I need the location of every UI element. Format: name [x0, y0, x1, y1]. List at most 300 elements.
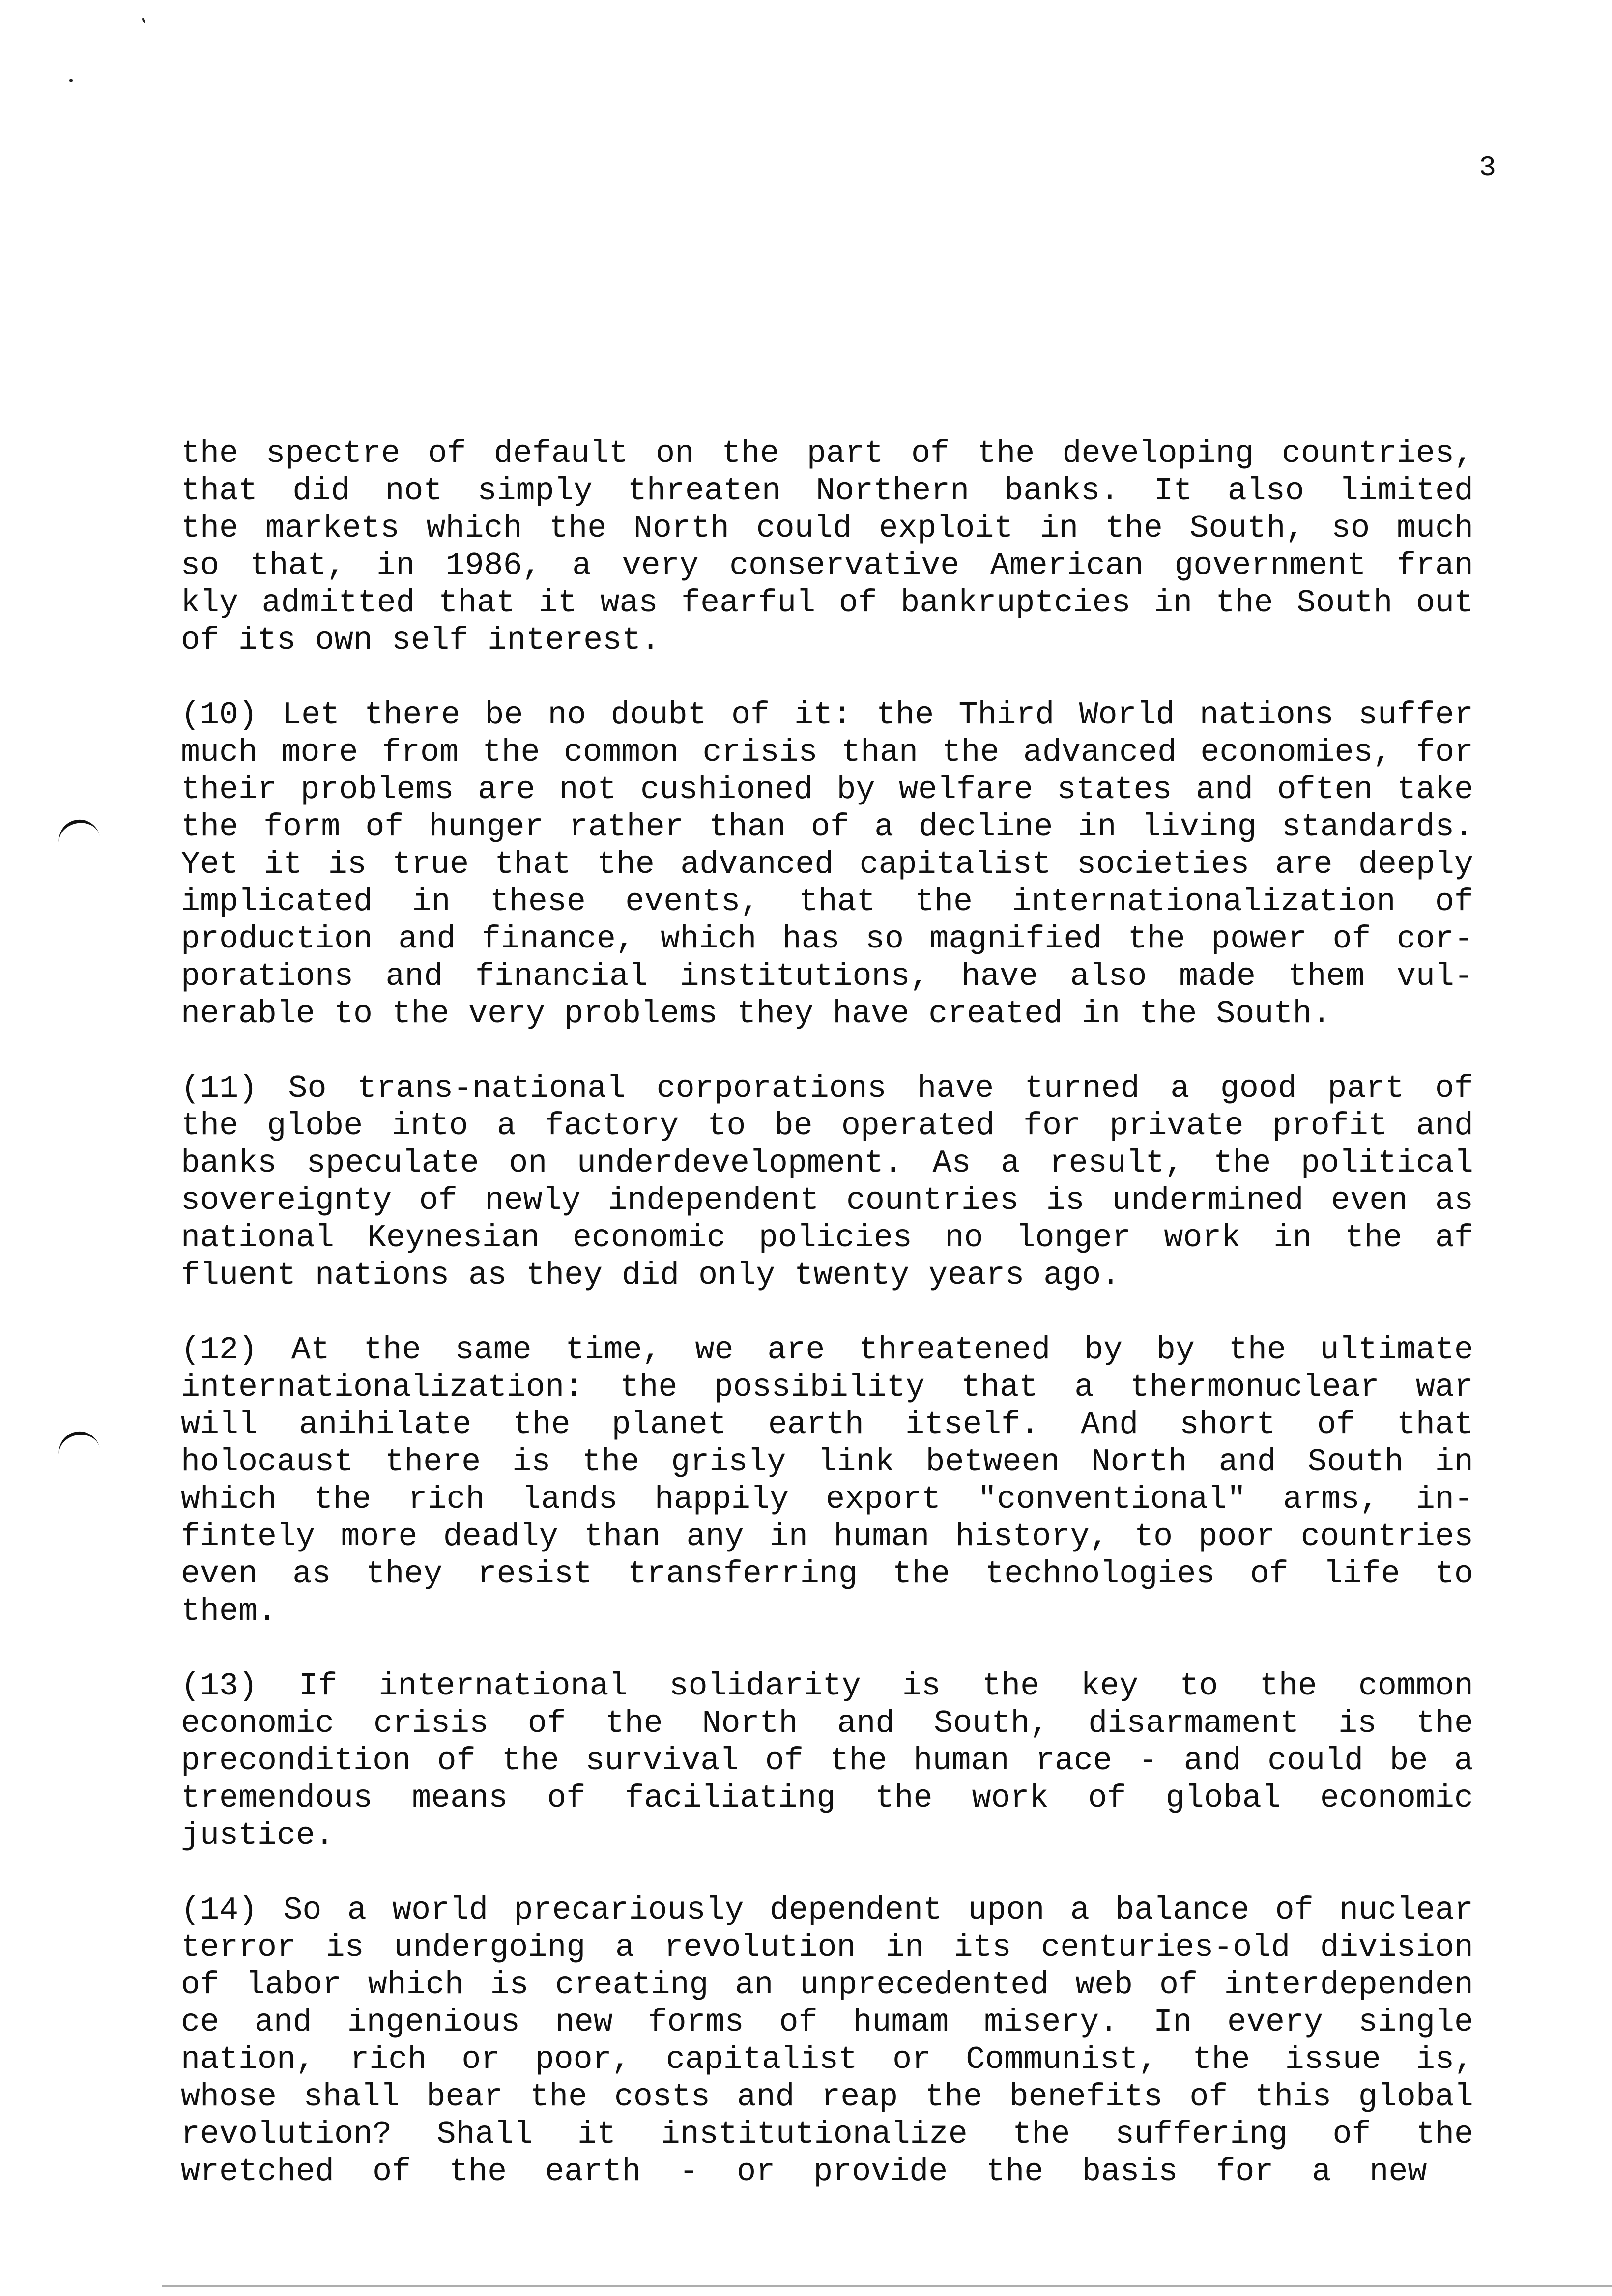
word: and [254, 2004, 312, 2040]
word: spectre [266, 435, 401, 472]
word: in [1078, 809, 1117, 845]
text-line: of its own self interest. [181, 622, 661, 659]
paragraph [181, 1331, 1473, 1630]
word: it: [794, 697, 852, 733]
word: operated [841, 1108, 995, 1144]
word: So [288, 1070, 327, 1107]
word: that [438, 585, 516, 621]
word: which [181, 1481, 277, 1518]
word: rich [408, 1481, 485, 1518]
word: there [364, 697, 461, 733]
word: financial [475, 958, 648, 995]
word: af [1435, 1220, 1473, 1256]
word: the [1415, 1705, 1473, 1742]
word: the [501, 1743, 559, 1779]
word: of [1088, 1780, 1126, 1816]
word: will [181, 1406, 258, 1443]
word: the [181, 1108, 239, 1144]
word: is [1046, 1182, 1085, 1219]
word: misery. [984, 2004, 1119, 2040]
word: to [1134, 1519, 1173, 1555]
text-line [181, 1443, 1473, 1481]
word: a [1170, 1070, 1190, 1107]
text-line [181, 696, 1473, 734]
word: Keynesian [367, 1220, 540, 1256]
word: planet [611, 1406, 727, 1443]
word: banks [181, 1145, 277, 1181]
word: by [1084, 1332, 1123, 1368]
word: developing [1062, 435, 1254, 472]
word: of [1159, 1967, 1198, 2003]
word: deadly [443, 1519, 558, 1555]
word: the [915, 884, 973, 920]
word: war [1415, 1369, 1473, 1406]
word: So [283, 1892, 322, 1928]
word: good [1220, 1070, 1297, 1107]
word: undermined [1112, 1182, 1304, 1219]
word: an [735, 1967, 774, 2003]
word: possibility [714, 1369, 925, 1406]
word: porations [181, 958, 354, 995]
word: history, [955, 1519, 1109, 1555]
word: not [385, 473, 443, 509]
word: the [1213, 1145, 1271, 1181]
word: made [1179, 958, 1256, 995]
word: is [902, 1668, 941, 1704]
text-line [181, 1742, 1473, 1779]
margin-bracket-mark [55, 1428, 102, 1468]
word: was [600, 585, 658, 621]
word: 1986, [445, 547, 542, 584]
word: part [1327, 1070, 1405, 1107]
page-number: 3 [1479, 152, 1496, 184]
word: and [398, 921, 456, 957]
word: of [547, 1780, 586, 1816]
word: countries [846, 1182, 1019, 1219]
word: these [489, 884, 586, 920]
word: and [385, 958, 443, 995]
word: events, [625, 884, 760, 920]
word: a [347, 1892, 367, 1928]
word: North [702, 1705, 798, 1742]
text-line [181, 1966, 1473, 2004]
text-line [181, 846, 1473, 883]
word: of [419, 1182, 458, 1219]
word: reap [821, 2079, 898, 2115]
word: take [1396, 772, 1473, 808]
word: or [892, 2041, 931, 2078]
word: humam [853, 2004, 949, 2040]
text-line: them. [181, 1593, 277, 1630]
word: than [841, 734, 918, 771]
word: production [181, 921, 373, 957]
word: work [1164, 1220, 1241, 1256]
word: did [292, 473, 350, 509]
word: a [615, 1929, 634, 1966]
word: of [365, 809, 404, 845]
word: and [837, 1705, 895, 1742]
word: countries, [1281, 435, 1473, 472]
word: of [1250, 1556, 1289, 1592]
word: implicated [181, 884, 373, 920]
word: issue [1285, 2041, 1381, 2078]
word: lands [521, 1481, 618, 1518]
word: creating [555, 1967, 709, 2003]
word: countries [1300, 1519, 1473, 1555]
text-line [181, 2004, 1473, 2041]
word: they [366, 1556, 443, 1592]
word: than [584, 1519, 661, 1555]
word: advanced [680, 846, 834, 883]
word: in [412, 884, 451, 920]
word: also [1227, 473, 1304, 509]
word: revolution [664, 1929, 856, 1966]
word: balance [1115, 1892, 1250, 1928]
word: of [527, 1705, 566, 1742]
word: turned [1024, 1070, 1140, 1107]
word: simply [477, 473, 593, 509]
word: advanced [1023, 734, 1177, 771]
word: the [1345, 1220, 1403, 1256]
word: in [1273, 1220, 1312, 1256]
word: the [605, 1705, 663, 1742]
word: Shall [436, 2116, 533, 2152]
text-line [181, 1705, 1473, 1742]
word: much [181, 734, 258, 771]
word: arms, [1283, 1481, 1379, 1518]
word: means [412, 1780, 508, 1816]
word: of [779, 2004, 818, 2040]
word: conservative [729, 547, 960, 584]
word: fran [1396, 547, 1473, 584]
word: the [942, 734, 1000, 771]
word: the [1215, 585, 1273, 621]
text-line [181, 2116, 1473, 2153]
word: and [1218, 1444, 1276, 1480]
word: of [911, 435, 950, 472]
word: government [1174, 547, 1366, 584]
word: default [493, 435, 628, 472]
word: newly [485, 1182, 581, 1219]
word: (11) [181, 1070, 258, 1107]
word: South, [1189, 510, 1305, 546]
word: that [494, 846, 572, 883]
word: on [656, 435, 694, 472]
word: is [512, 1444, 551, 1480]
word: that, [250, 547, 346, 584]
text-line [181, 1145, 1473, 1182]
text-line [181, 771, 1473, 808]
word: of [1275, 1892, 1314, 1928]
word: banks. [1004, 473, 1120, 509]
word: new [555, 2004, 613, 2040]
word: for [1415, 734, 1473, 771]
word: human [834, 1519, 930, 1555]
word: fintely [181, 1519, 316, 1555]
word: standards. [1281, 809, 1473, 845]
text-line [181, 472, 1473, 510]
paragraph [181, 435, 1473, 659]
word: it [264, 846, 303, 883]
word: benefits [1009, 2079, 1163, 2115]
word: speculate [306, 1145, 479, 1181]
word: short [1180, 1406, 1276, 1443]
word: institutions, [680, 958, 929, 995]
text-line [181, 1369, 1473, 1406]
word: terror [181, 1929, 296, 1966]
word: link [817, 1444, 894, 1480]
text-line [181, 1406, 1473, 1443]
word: the [181, 809, 239, 845]
word: the [620, 1369, 678, 1406]
text-line: fluent nations as they did only twenty years ago. [181, 1257, 1121, 1293]
word: of [1435, 1070, 1473, 1107]
word: living [1141, 809, 1257, 845]
word: of [1435, 884, 1473, 920]
word: factory [545, 1108, 679, 1144]
text-line [181, 1518, 1473, 1555]
word: a [874, 809, 894, 845]
word: out [1415, 585, 1473, 621]
word: and [1183, 1743, 1241, 1779]
word: thermonuclear [1130, 1369, 1380, 1406]
word: work [972, 1780, 1049, 1816]
word: the [482, 734, 540, 771]
word: a [1454, 1743, 1473, 1779]
word: form [263, 809, 341, 845]
word: transferring [627, 1556, 858, 1592]
word: interdependen [1224, 1967, 1473, 2003]
word: admitted [261, 585, 415, 621]
word: unprecedented [800, 1967, 1049, 2003]
word: poor, [535, 2041, 631, 2078]
word: of [428, 435, 466, 472]
word: the [982, 1668, 1040, 1704]
word: undergoing [394, 1929, 586, 1966]
word: we [695, 1332, 734, 1368]
word: and [737, 2079, 795, 2115]
scan-speck [142, 17, 146, 23]
word: economic [1320, 1780, 1473, 1816]
text-line [181, 1331, 1473, 1369]
word: the [181, 510, 239, 546]
word: the [530, 2079, 588, 2115]
text-line [181, 1779, 1473, 1817]
word: the [582, 1444, 640, 1480]
word: that [1396, 1406, 1473, 1443]
word: be [485, 697, 523, 733]
word: the [314, 1481, 372, 1518]
word: their [181, 772, 277, 808]
word: of [1332, 2116, 1371, 2152]
word: the [830, 1743, 888, 1779]
word: whose [181, 2079, 277, 2115]
word: the [875, 1780, 933, 1816]
word: by [1156, 1332, 1195, 1368]
text-line [181, 920, 1473, 958]
paragraph [181, 1070, 1473, 1294]
word: At [291, 1332, 330, 1368]
word: (12) [181, 1332, 258, 1368]
word: any [686, 1519, 744, 1555]
word: the [1228, 1332, 1286, 1368]
word: the [597, 846, 655, 883]
word: American [990, 547, 1144, 584]
word: a [1074, 1369, 1094, 1406]
word: has [782, 921, 840, 957]
word: which [426, 510, 522, 546]
word: as [292, 1556, 331, 1592]
word: or [461, 2041, 500, 2078]
word: so [181, 547, 220, 584]
word: tremendous [181, 1780, 373, 1816]
word: could [756, 510, 852, 546]
word: rather [569, 809, 684, 845]
word: the [513, 1406, 571, 1443]
word: in [769, 1519, 808, 1555]
word: and [1415, 1108, 1473, 1144]
word: which [661, 921, 757, 957]
word: is [1338, 1705, 1377, 1742]
word: single [1358, 2004, 1473, 2040]
word: And [1081, 1406, 1139, 1443]
word: is [328, 846, 367, 883]
text-line [181, 1107, 1473, 1145]
word: South, [934, 1705, 1049, 1742]
word: the [1105, 510, 1163, 546]
word: solidarity [669, 1668, 861, 1704]
word: crisis [702, 734, 818, 771]
word: race [1035, 1743, 1112, 1779]
word: Communist, [966, 2041, 1158, 2078]
word: survival [585, 1743, 739, 1779]
word: even [181, 1556, 258, 1592]
word: part [806, 435, 884, 472]
word: (14) [181, 1892, 258, 1928]
word: World [1079, 697, 1175, 733]
word: capitalist [665, 2041, 858, 2078]
word: of [437, 1743, 476, 1779]
word: in [1435, 1444, 1473, 1480]
word: key [1081, 1668, 1139, 1704]
word: in [1040, 510, 1079, 546]
word: It [1154, 473, 1193, 509]
word: poor [1198, 1519, 1275, 1555]
word: economic [572, 1220, 726, 1256]
word: cor- [1396, 921, 1473, 957]
word: faciliating [625, 1780, 836, 1816]
word: upon [968, 1892, 1045, 1928]
word: sovereignty [181, 1182, 392, 1219]
word: suffering [1115, 2116, 1288, 2152]
word: dependent [769, 1892, 943, 1928]
word: more [341, 1519, 418, 1555]
word: in- [1415, 1481, 1473, 1518]
word: the [876, 697, 934, 733]
word: global [1165, 1780, 1281, 1816]
word: internationalization: [181, 1369, 584, 1406]
text-line [181, 1070, 1473, 1107]
word: life [1323, 1556, 1400, 1592]
word: same [455, 1332, 532, 1368]
word: crisis [373, 1705, 489, 1742]
word: so [865, 921, 904, 957]
word: is [490, 1967, 529, 2003]
word: magnified [929, 921, 1102, 957]
word: no [945, 1220, 983, 1256]
word: bankruptcies [900, 585, 1131, 621]
word: fearful [681, 585, 816, 621]
text-line: nerable to the very problems they have created in the South. [181, 996, 1331, 1032]
word: is, [1415, 2041, 1473, 2078]
word: South [1296, 585, 1393, 621]
word: which [368, 1967, 464, 2003]
word: the [977, 435, 1035, 472]
word: in [1154, 585, 1193, 621]
word: revolution? [181, 2116, 392, 2152]
word: time, [565, 1332, 662, 1368]
word: export [826, 1481, 941, 1518]
word: precondition [181, 1743, 411, 1779]
word: kly [181, 585, 239, 621]
word: every [1227, 2004, 1324, 2040]
word: forms [648, 2004, 744, 2040]
word: to [1435, 1556, 1473, 1592]
paragraph [181, 1667, 1473, 1854]
word: and [1195, 772, 1253, 808]
word: are [767, 1332, 825, 1368]
word: suffer [1358, 697, 1473, 733]
word: costs [614, 2079, 710, 2115]
word: decline [919, 809, 1053, 845]
word: than [709, 809, 786, 845]
word: (10) [181, 697, 258, 733]
scan-speck [69, 79, 73, 82]
word: common [1358, 1668, 1473, 1704]
word: are [1275, 846, 1333, 883]
word: human [913, 1743, 1009, 1779]
text-line [181, 1667, 1473, 1705]
word: Let [282, 697, 340, 733]
word: its [953, 1929, 1011, 1966]
word: for [1023, 1108, 1081, 1144]
word: ultimate [1320, 1332, 1473, 1368]
word: in [886, 1929, 924, 1966]
text-line [181, 1929, 1473, 1966]
word: threatened [859, 1332, 1051, 1368]
text-line [181, 2078, 1473, 2116]
word: labor [245, 1967, 342, 2003]
word: profit [1272, 1108, 1387, 1144]
word: If [299, 1668, 338, 1704]
word: bear [426, 2079, 503, 2115]
word: of [838, 585, 877, 621]
text-line [181, 958, 1473, 995]
word: a [1070, 1892, 1090, 1928]
word: division [1320, 1929, 1473, 1966]
word: be [774, 1108, 813, 1144]
text-line [181, 547, 1473, 584]
text-line [181, 808, 1473, 846]
word: also [1070, 958, 1147, 995]
word: into [391, 1108, 468, 1144]
word: the [181, 435, 239, 472]
word: South [1307, 1444, 1404, 1480]
word: happily [654, 1481, 789, 1518]
word: very [622, 547, 699, 584]
word: to [1180, 1668, 1218, 1704]
word: by [836, 772, 875, 808]
